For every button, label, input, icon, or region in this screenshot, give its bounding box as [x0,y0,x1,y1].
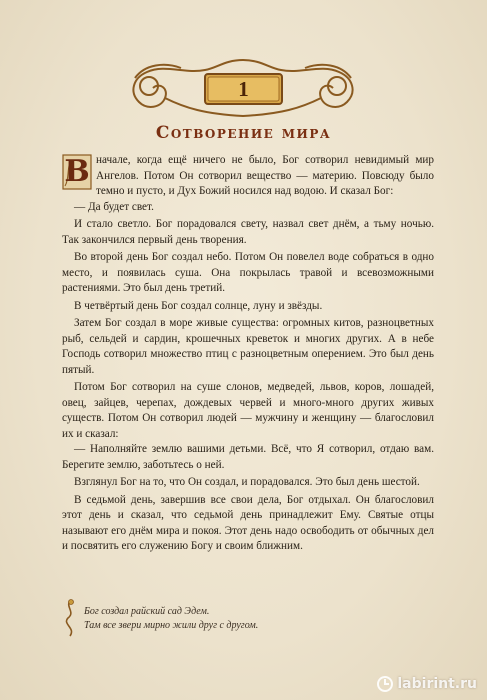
paragraph: Взглянул Бог на то, что Он создал, и порадовался. Это был день шестой. [74,476,420,488]
labirint-logo-icon [377,676,393,692]
caption-line: Там все звери мирно жили друг с другом. [84,620,259,631]
watermark [377,676,477,692]
chapter-body [62,153,434,555]
paragraph: В начале, когда ещё ничего не было, Бог сотворил невидимый мир Ангелов. Потом Он сотворил вещество — материю. Повсюду было темно и пусто, и Дух Божий носился над водою. И сказал Бог: [62,153,434,200]
paragraph: И стало светло. Бог порадовался свету, назвал свет днём, а тьму ночью. Так закончился первый день творения. [62,218,434,246]
caption-line: Бог создал райский сад Эдем. [84,606,210,617]
paragraph: — Наполняйте землю вашими детьми. Всё, что Я сотворил, отдаю вам. Берегите землю, заботьтесь о ней. [62,443,434,471]
caption-ornament-icon [62,598,80,638]
paragraph: — Да будет свет. [74,200,154,213]
chapter-number: 1 [238,77,249,101]
watermark-text: labirint.ru [397,676,477,692]
paragraph: Затем Бог создал в море живые существа: огромных китов, разноцветных рыб, сельдей и сардин, крошечных креветок и многих других. А в небе Господь сотворил множество птиц с разноцветным оперением. Это был день пятый. [62,317,434,376]
paragraph: В четвёртый день Бог создал солнце, луну и звёзды. [74,299,323,312]
paragraph: Во второй день Бог создал небо. Потом Он повелел воде собраться в одно место, и появилась суша. Она покрылась травой и всевозможными растениями. Это был день третий. [62,251,434,294]
illustration-caption [84,605,384,633]
chapter-title: Сотворение мира [155,123,332,143]
paragraph: В седьмой день, завершив все свои дела, Бог отдыхал. Он благословил этот день и сказал, что седьмой день принадлежит Ему. Святые отцы называют его днём мира и покоя. Этот день надо освободить от обычных дел и посвятить его служению Богу и своим ближним. [62,493,434,552]
paragraph: Потом Бог сотворил на суше слонов, медведей, львов, коров, лошадей, овец, зайцев, черепах, дождевых червей и много-много других живых существ. Потом Он сотворил людей — мужчину и женщину — благословил их и сказал: [62,381,434,440]
dropcap: В [62,154,92,190]
